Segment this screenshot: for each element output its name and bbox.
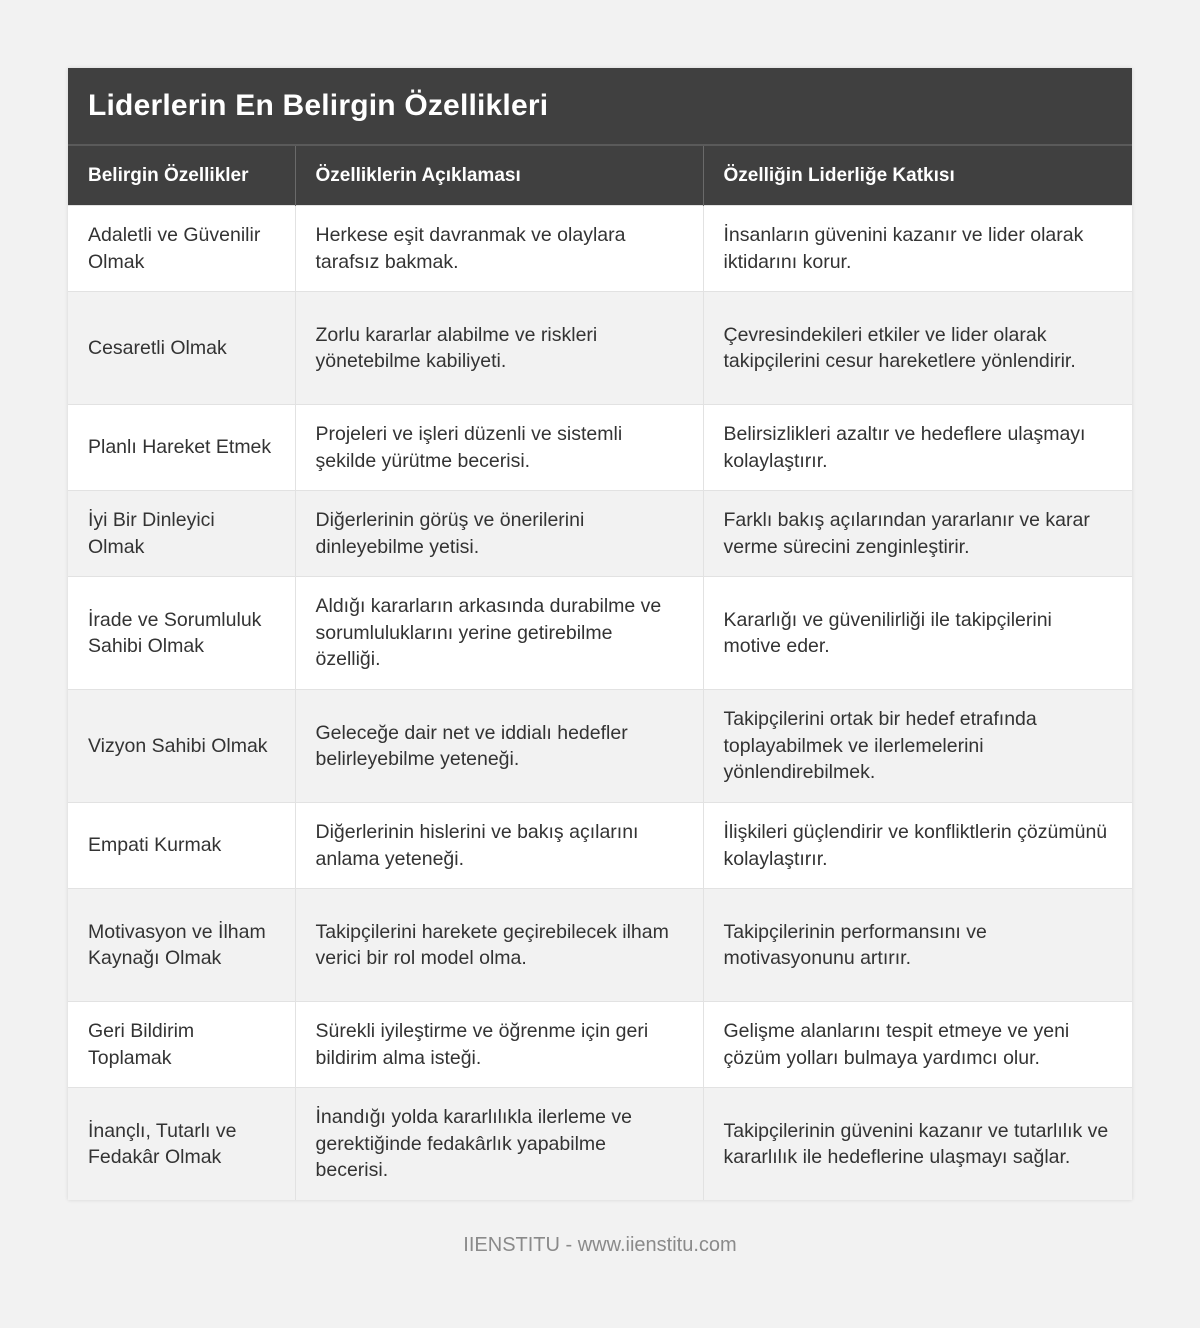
cell-description: Sürekli iyileştirme ve öğrenme için geri bildirim alma isteği. [295, 1002, 703, 1088]
cell-description: Diğerlerinin görüş ve önerilerini dinleyebilme yetisi. [295, 491, 703, 577]
cell-contribution: Takipçilerini ortak bir hedef etrafında toplayabilmek ve ilerlemelerini yönlendirebilmek. [703, 690, 1132, 803]
cell-contribution: Belirsizlikleri azaltır ve hedeflere ulaşmayı kolaylaştırır. [703, 405, 1132, 491]
table-row [68, 1088, 1132, 1201]
table-card [68, 68, 1132, 1200]
cell-description: Herkese eşit davranmak ve olaylara tarafsız bakmak. [295, 206, 703, 292]
cell-characteristic: Adaletli ve Güvenilir Olmak [68, 206, 295, 292]
table-row [68, 491, 1132, 577]
cell-contribution: Gelişme alanlarını tespit etmeye ve yeni çözüm yolları bulmaya yardımcı olur. [703, 1002, 1132, 1088]
cell-contribution: İnsanların güvenini kazanır ve lider olarak iktidarını korur. [703, 206, 1132, 292]
characteristics-table [68, 144, 1132, 1200]
column-header-characteristic: Belirgin Özellikler [68, 145, 295, 206]
column-header-contribution: Özelliğin Liderliğe Katkısı [703, 145, 1132, 206]
cell-description: Takipçilerini harekete geçirebilecek ilham verici bir rol model olma. [295, 889, 703, 1002]
cell-characteristic: Vizyon Sahibi Olmak [68, 690, 295, 803]
cell-contribution: Farklı bakış açılarından yararlanır ve karar verme sürecini zenginleştirir. [703, 491, 1132, 577]
cell-characteristic: Cesaretli Olmak [68, 292, 295, 405]
cell-characteristic: İrade ve Sorumluluk Sahibi Olmak [68, 577, 295, 690]
cell-characteristic: İnançlı, Tutarlı ve Fedakâr Olmak [68, 1088, 295, 1201]
cell-contribution: Takipçilerinin güvenini kazanır ve tutarlılık ve kararlılık ile hedeflerine ulaşmayı sağlar. [703, 1088, 1132, 1201]
table-row [68, 292, 1132, 405]
cell-description: Diğerlerinin hislerini ve bakış açılarını anlama yeteneği. [295, 803, 703, 889]
cell-description: Geleceğe dair net ve iddialı hedefler belirleyebilme yeteneği. [295, 690, 703, 803]
table-row [68, 803, 1132, 889]
table-row [68, 690, 1132, 803]
cell-characteristic: Geri Bildirim Toplamak [68, 1002, 295, 1088]
cell-contribution: Çevresindekileri etkiler ve lider olarak takipçilerini cesur hareketlere yönlendirir. [703, 292, 1132, 405]
table-row [68, 1002, 1132, 1088]
cell-contribution: Takipçilerinin performansını ve motivasyonunu artırır. [703, 889, 1132, 1002]
table-row [68, 889, 1132, 1002]
cell-contribution: Kararlığı ve güvenilirliği ile takipçilerini motive eder. [703, 577, 1132, 690]
table-header-row [68, 145, 1132, 206]
cell-contribution: İlişkileri güçlendirir ve konfliktlerin çözümünü kolaylaştırır. [703, 803, 1132, 889]
cell-description: Zorlu kararlar alabilme ve riskleri yönetebilme kabiliyeti. [295, 292, 703, 405]
footer-credit: IIENSTITU - www.iienstitu.com [463, 1234, 737, 1256]
table-row [68, 206, 1132, 292]
column-header-description: Özelliklerin Açıklaması [295, 145, 703, 206]
title-bar [68, 68, 1132, 144]
cell-description: İnandığı yolda kararlılıkla ilerleme ve gerektiğinde fedakârlık yapabilme becerisi. [295, 1088, 703, 1201]
cell-characteristic: Planlı Hareket Etmek [68, 405, 295, 491]
table-row [68, 577, 1132, 690]
cell-characteristic: Motivasyon ve İlham Kaynağı Olmak [68, 889, 295, 1002]
cell-characteristic: Empati Kurmak [68, 803, 295, 889]
table-row [68, 405, 1132, 491]
cell-description: Aldığı kararların arkasında durabilme ve sorumluluklarını yerine getirebilme özelliği. [295, 577, 703, 690]
cell-description: Projeleri ve işleri düzenli ve sistemli şekilde yürütme becerisi. [295, 405, 703, 491]
cell-characteristic: İyi Bir Dinleyici Olmak [68, 491, 295, 577]
page-title: Liderlerin En Belirgin Özellikleri [88, 89, 549, 122]
